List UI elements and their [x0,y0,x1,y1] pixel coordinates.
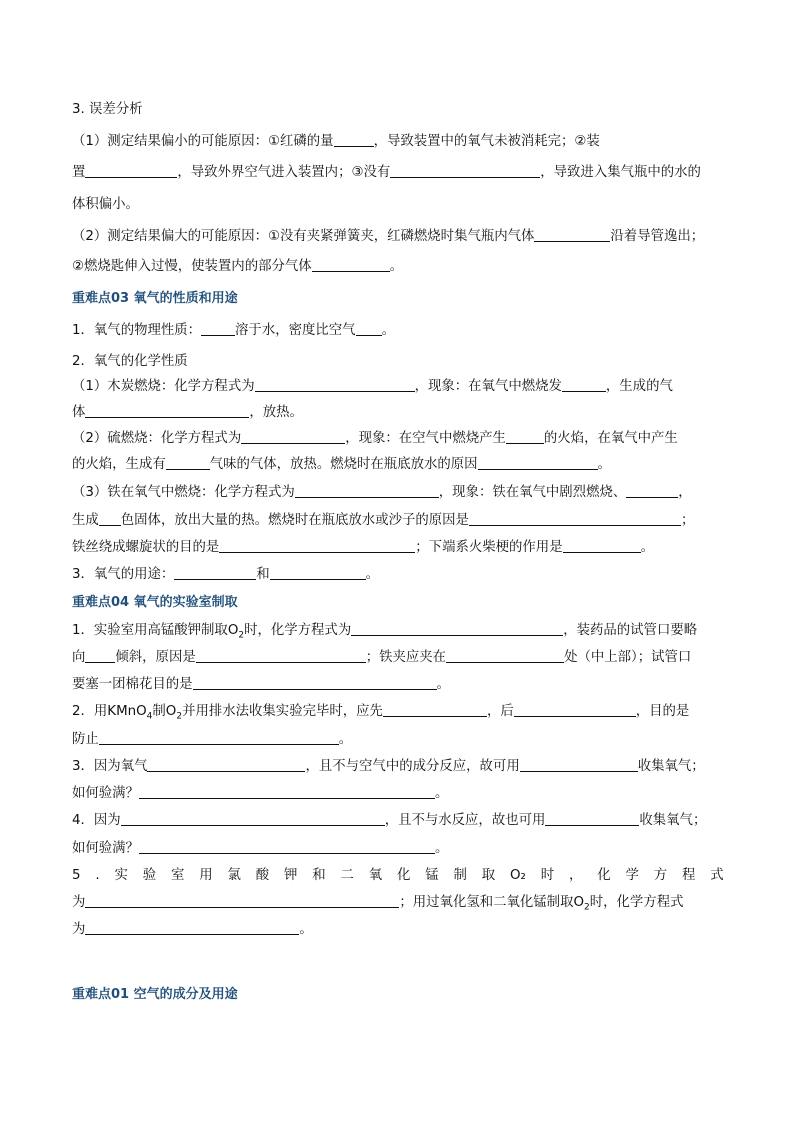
justified-char: 验 [142,868,157,883]
fill-blank[interactable] [85,894,399,908]
justified-char: 5 [72,868,81,883]
charcoal-line-1: （1）木炭燃烧：化学方程式为 ，现象：在氧气中燃烧发 ，生成的气 [72,379,673,394]
fill-blank[interactable] [383,703,487,717]
justified-char: 酸 [255,868,270,883]
heading-key-point-01: 重难点01 空气的成分及用途 [72,987,238,1002]
fill-blank[interactable] [196,649,366,663]
fill-blank[interactable] [85,649,115,663]
justified-char: 化 [397,868,411,883]
justified-char: 学 [625,868,639,883]
section-title-error-analysis: 3. 误差分析 [72,102,143,117]
error-item-2-line-1: （2）测定结果偏大的可能原因：①没有夹紧弹簧夹，红磷燃烧时集气瓶内气体 沿着导管逸出； [72,229,705,244]
justified-char: 实 [114,868,128,883]
fill-blank[interactable] [241,430,345,444]
justified-char: 方 [653,868,668,883]
fill-blank[interactable] [626,484,678,498]
justified-char: 钾 [284,868,298,883]
fill-blank[interactable] [255,378,415,392]
water-collection-line-2: 如何验满？ 。 [72,841,449,856]
charcoal-line-2: 体 ，放热。 [72,405,303,420]
chlorate-line-2: 为 ；用过氧化氢和二氧化锰制取$O_2$时，化学方程式 [72,895,684,913]
justified-char: 式 [710,868,724,883]
fill-blank[interactable] [469,512,681,526]
justified-char: 室 [171,868,185,883]
fill-blank[interactable] [139,840,435,854]
heading-key-point-03: 重难点03 氧气的性质和用途 [72,291,238,306]
justified-char: 锰 [425,868,439,883]
fill-blank[interactable] [99,512,121,526]
justified-char: . [95,868,100,883]
kmno4-line-1: 1．实验室用高锰酸钾制取$O_2$时，化学方程式为 ，装药品的试管口要略 [72,623,698,641]
sulfur-line-1: （2）硫燃烧：化学方程式为 ，现象：在空气中燃烧产生 的火焰，在氧气中产生 [72,431,678,446]
justified-char: O₂ [510,868,526,883]
fill-blank[interactable] [85,404,249,418]
fill-blank[interactable] [446,649,564,663]
fill-blank[interactable] [295,484,439,498]
kmno4-line-3: 要塞一团棉花目的是 。 [72,677,450,692]
error-item-2-line-2: ②燃烧匙伸入过慢，使装置内的部分气体 。 [72,259,404,274]
fill-blank[interactable] [121,812,385,826]
fill-blank[interactable] [334,133,374,147]
oxygen-physical-properties: 1．氧气的物理性质： 溶于水，密度比空气 。 [72,323,395,338]
justified-char: 和 [312,868,326,883]
air-collection-line-1: 3．因为氧气 ，且不与空气中的成分反应，故可用 收集氧气； [72,759,705,774]
fill-blank[interactable] [193,676,437,690]
justified-char: 化 [597,868,611,883]
fill-blank[interactable] [201,322,235,336]
justified-char: 氧 [368,868,383,883]
iron-line-3: 铁丝绕成螺旋状的目的是 ；下端系火柴梗的作用是 。 [72,540,654,555]
fill-blank[interactable] [534,228,610,242]
kmno4-line-2: 向 倾斜，原因是 ；铁夹应夹在 处（中上部）；试管口 [72,650,692,665]
fill-blank[interactable] [351,622,563,636]
chlorate-line-1 [72,867,724,885]
fill-blank[interactable] [545,812,639,826]
iron-line-1: （3）铁在氧气中燃烧：化学方程式为 ，现象：铁在氧气中剧烈燃烧、 ， [72,485,692,500]
justified-char: 制 [453,868,467,883]
fill-blank[interactable] [563,539,641,553]
fill-blank[interactable] [562,378,606,392]
fill-blank[interactable] [478,456,598,470]
justified-char: 用 [199,868,213,883]
justified-char: ， [569,868,583,883]
fill-blank[interactable] [520,758,638,772]
error-item-1-line-2: 置 ，导致外界空气进入装置内；③没有 ，导致进入集气瓶中的水的 [72,165,701,180]
justified-char: 二 [340,868,354,883]
justified-char: 时 [540,868,555,883]
chlorate-line-3: 为 。 [72,922,313,937]
fill-blank[interactable] [139,785,435,799]
fill-blank[interactable] [390,164,540,178]
error-item-1-line-3: 体积偏小。 [72,197,139,212]
justified-char: 取 [481,868,496,883]
fill-blank[interactable] [312,258,390,272]
fill-blank[interactable] [147,758,305,772]
water-collection-line-1: 4．因为 ，且不与水反应，故也可用 收集氧气； [72,813,707,828]
fill-blank[interactable] [85,921,299,935]
drainage-collection-line-2: 防止 。 [72,732,353,747]
iron-line-2: 生成 色固体，放出大量的热。燃烧时在瓶底放水或沙子的原因是 ； [72,513,695,528]
fill-blank[interactable] [174,566,256,580]
fill-blank[interactable] [219,539,415,553]
oxygen-chemical-properties-title: 2．氧气的化学性质 [72,354,188,369]
sulfur-line-2: 的火焰，生成有 气味的气体，放热。燃烧时在瓶底放水的原因 。 [72,457,611,472]
oxygen-uses: 3．氧气的用途： 和 。 [72,567,380,582]
fill-blank[interactable] [514,703,636,717]
drainage-collection-line-1: 2．用KMnO$_4$制$O_2$并用排水法收集实验完毕时，应先 ，后 ，目的是 [72,704,690,722]
fill-blank[interactable] [506,430,544,444]
fill-blank[interactable] [85,164,177,178]
fill-blank[interactable] [270,566,366,580]
air-collection-line-2: 如何验满？ 。 [72,786,449,801]
justified-char: 氯 [227,868,241,883]
justified-char: 程 [682,868,696,883]
fill-blank[interactable] [166,456,210,470]
fill-blank[interactable] [99,731,339,745]
heading-key-point-04: 重难点04 氧气的实验室制取 [72,595,238,610]
fill-blank[interactable] [356,322,382,336]
error-item-1-line-1: （1）测定结果偏小的可能原因：①红磷的量 ，导致装置中的氧气未被消耗完；②装 [72,134,600,149]
